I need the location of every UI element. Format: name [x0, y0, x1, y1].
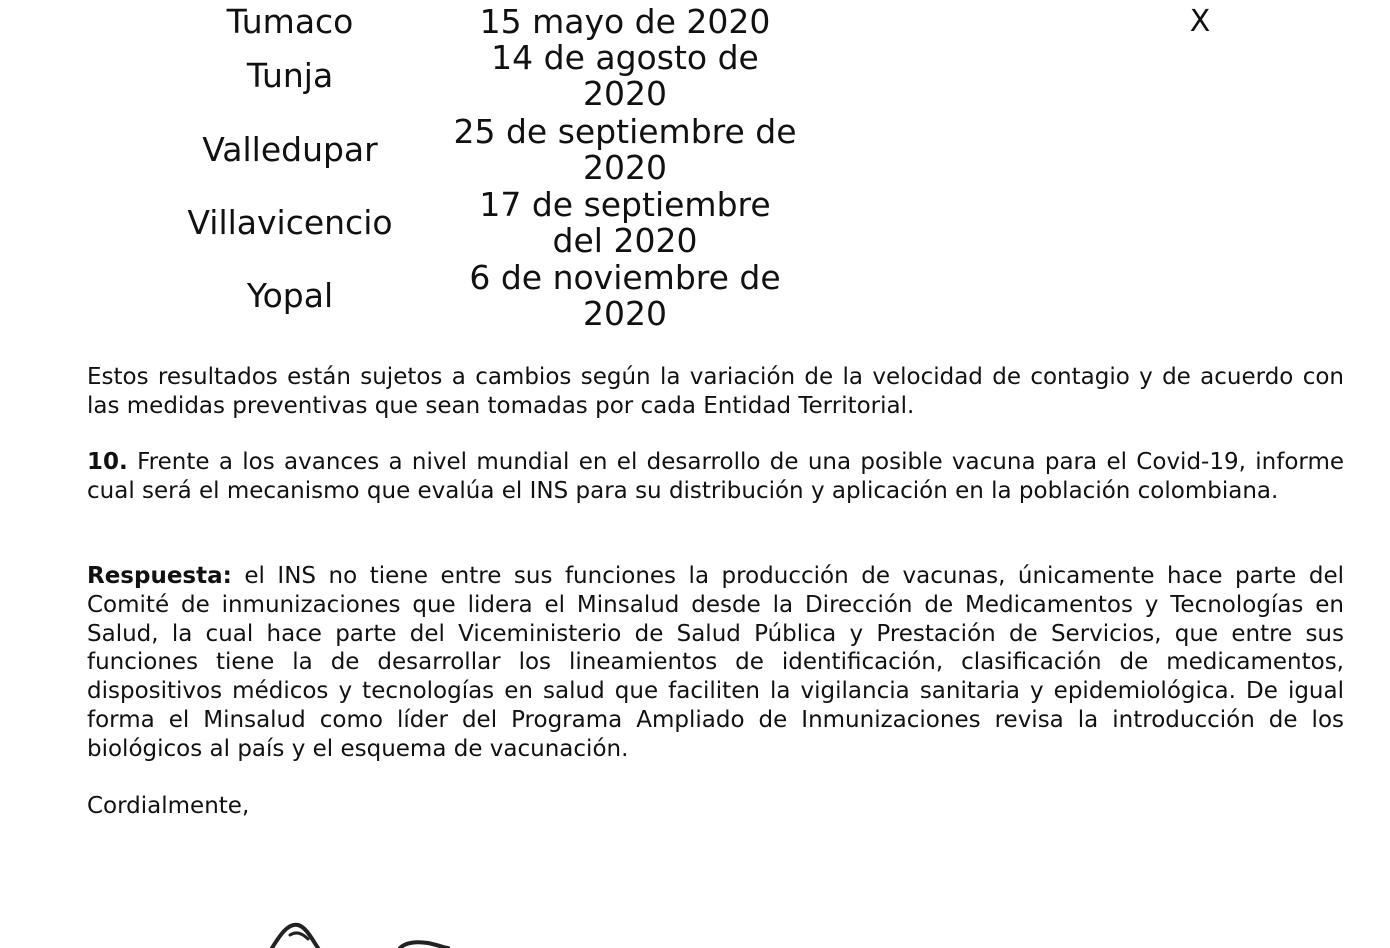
date-cell	[420, 40, 830, 112]
date-line: 14 de agosto de	[491, 38, 759, 77]
date-line: 25 de septiembre de	[453, 112, 797, 151]
closing-salutation: Cordialmente,	[87, 793, 250, 819]
answer-label: Respuesta:	[87, 563, 232, 589]
answer-text: el INS no tiene entre sus funciones la producción de vacunas, únicamente hace parte del Comité de inmunizaciones que lidera el Minsalud desde la Dirección de Medicamentos y Tecnologías en Salud, la cual hace parte del Viceministerio de Salud Pública y Prestación de Servicios, que entre sus funciones tiene la de desarrollar los lineamientos de identificación, clasificación de medicamentos, dispositivos médicos y tecnologías en salud que faciliten la vigilancia sanitaria y epidemiológica. De igual forma el Minsalud como líder del Programa Ampliado de Inmunizaciones revisa la introducción de los biológicos al país y el esquema de vacunación.	[87, 563, 1344, 762]
mark-cell: X	[1189, 4, 1211, 39]
date-line: 2020	[583, 294, 667, 333]
date-line: 6 de noviembre de	[469, 258, 781, 297]
date-line: 2020	[583, 74, 667, 113]
answer-paragraph	[87, 562, 1344, 764]
date-cell	[420, 260, 830, 332]
question-10	[87, 448, 1344, 506]
date-cell	[420, 187, 830, 259]
date-line: del 2020	[552, 221, 698, 260]
signature-image	[250, 905, 470, 948]
city-cell: Valledupar	[202, 130, 378, 169]
date-line: 17 de septiembre	[479, 185, 771, 224]
date-line: 2020	[583, 148, 667, 187]
question-number: 10.	[87, 449, 128, 475]
city-cell: Tunja	[246, 56, 334, 95]
city-cell: Villavicencio	[187, 203, 393, 242]
city-cell: Tumaco	[226, 2, 354, 41]
question-text: Frente a los avances a nivel mundial en el desarrollo de una posible vacuna para el Covid-19, informe cual será el mecanismo que evalúa el INS para su distribución y aplicación en la población colombiana.	[87, 449, 1344, 504]
results-note: Estos resultados están sujetos a cambios según la variación de la velocidad de contagio y de acuerdo con las medidas preventivas que sean tomadas por cada Entidad Territorial.	[87, 364, 1344, 419]
date-cell: 15 mayo de 2020	[479, 2, 771, 41]
city-cell: Yopal	[246, 276, 334, 315]
date-cell	[420, 114, 830, 186]
